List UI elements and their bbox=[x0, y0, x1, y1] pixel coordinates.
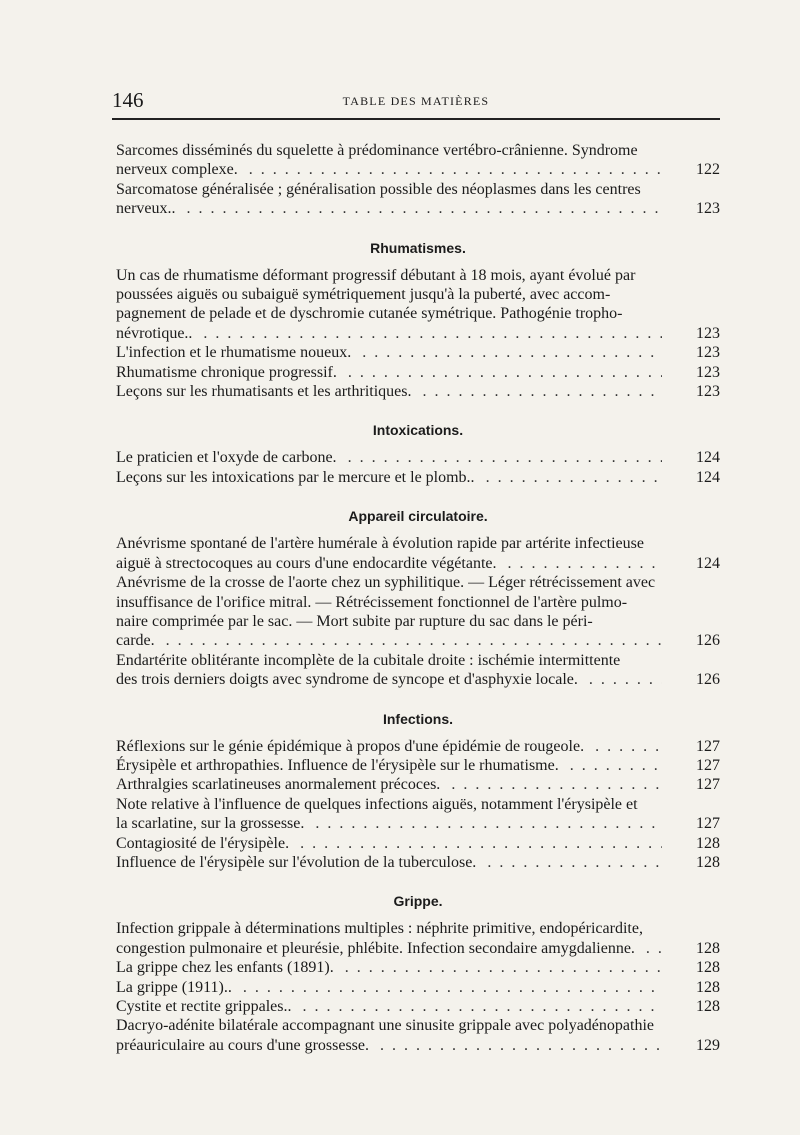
table-of-contents bbox=[116, 141, 720, 1055]
toc-entry-last-line bbox=[116, 199, 720, 218]
toc-entry-line: La grippe chez les enfants (1891). bbox=[116, 959, 334, 977]
page-reference: 127 bbox=[696, 776, 720, 794]
toc-entry bbox=[116, 468, 720, 487]
page-reference: 124 bbox=[696, 468, 720, 486]
dot-leader bbox=[444, 775, 662, 794]
toc-entry-line: des trois derniers doigts avec syndrome de syncope et d'asphyxie locale. bbox=[116, 671, 578, 689]
section-heading: Infections. bbox=[382, 710, 453, 727]
toc-entry bbox=[116, 651, 720, 690]
toc-entry-text bbox=[116, 343, 720, 362]
toc-entry-text bbox=[116, 448, 720, 467]
dot-leader bbox=[480, 853, 662, 872]
page-reference: 122 bbox=[696, 161, 720, 179]
page-reference: 128 bbox=[696, 834, 720, 852]
toc-entry bbox=[116, 141, 720, 180]
toc-entry bbox=[116, 448, 720, 467]
toc-entry-text bbox=[116, 795, 720, 834]
toc-entry bbox=[116, 853, 720, 872]
toc-entry-line: naire comprimée par le sac. — Mort subite par rupture du sac dans le péri- bbox=[116, 612, 593, 630]
toc-entry-text bbox=[116, 382, 720, 401]
dot-leader bbox=[338, 958, 662, 977]
toc-entry-last-line bbox=[116, 834, 720, 853]
dot-leader bbox=[293, 834, 662, 853]
toc-entry-line: Endartérite oblitérante incomplète de la cubitale droite : ischémie intermittente bbox=[116, 651, 621, 669]
dot-leader bbox=[196, 324, 662, 343]
toc-entry-last-line bbox=[116, 382, 720, 401]
toc-entry-last-line bbox=[116, 343, 720, 362]
dot-leader bbox=[563, 756, 662, 775]
toc-entry-line: nerveux complexe. bbox=[116, 161, 238, 179]
toc-entry-line: Infection grippale à déterminations multiples : néphrite primitive, endopéricardite, bbox=[116, 920, 643, 938]
toc-entry-text bbox=[116, 1016, 720, 1055]
toc-entry-last-line bbox=[116, 997, 720, 1016]
toc-entry bbox=[116, 795, 720, 834]
page-reference: 128 bbox=[696, 853, 720, 871]
dot-leader bbox=[373, 1036, 662, 1055]
page-reference: 127 bbox=[696, 756, 720, 774]
toc-entry-line: nerveux.. bbox=[116, 200, 176, 218]
toc-entry bbox=[116, 1016, 720, 1055]
toc-entry-last-line bbox=[116, 448, 720, 467]
toc-entry-line: Réflexions sur le génie épidémique à propos d'une épidémie de rougeole. bbox=[116, 737, 585, 755]
toc-entry-line: Anévrisme de la crosse de l'aorte chez un syphilitique. — Léger rétrécissement avec bbox=[116, 574, 656, 592]
toc-entry bbox=[116, 775, 720, 794]
page-reference: 124 bbox=[696, 449, 720, 467]
page-reference: 123 bbox=[696, 344, 720, 362]
toc-entry bbox=[116, 834, 720, 853]
toc-entry-line: Le praticien et l'oxyde de carbone. bbox=[116, 449, 337, 467]
toc-entry bbox=[116, 997, 720, 1016]
toc-entry-line: Dacryo-adénite bilatérale accompagnant une sinusite grippale avec polyadénopathie bbox=[116, 1017, 654, 1035]
toc-entry-line: Érysipèle et arthropathies. Influence de l'érysipèle sur le rhumatisme. bbox=[116, 756, 559, 774]
toc-entry-last-line bbox=[116, 814, 720, 833]
page-reference: 124 bbox=[696, 554, 720, 572]
toc-entry-text bbox=[116, 141, 720, 180]
dot-leader bbox=[341, 448, 662, 467]
dot-leader bbox=[582, 670, 662, 689]
toc-entry-line: carde. bbox=[116, 632, 155, 650]
page-reference: 127 bbox=[696, 815, 720, 833]
toc-entry-last-line bbox=[116, 939, 720, 958]
dot-leader bbox=[308, 814, 662, 833]
toc-entry-line: préauriculaire au cours d'une grossesse. bbox=[116, 1036, 370, 1054]
toc-entry-last-line bbox=[116, 978, 720, 997]
dot-leader bbox=[588, 737, 662, 756]
toc-entry-line: Sarcomatose généralisée ; généralisation possible des néoplasmes dans les centres bbox=[116, 180, 641, 198]
page-reference: 123 bbox=[696, 363, 720, 381]
dot-leader bbox=[501, 554, 663, 573]
toc-entry-text bbox=[116, 958, 720, 977]
toc-entry-text bbox=[116, 651, 720, 690]
toc-entry-line: pagnement de pelade et de dyschromie cutanée symétrique. Pathogénie tropho- bbox=[116, 305, 623, 323]
toc-entry-text bbox=[116, 180, 720, 219]
toc-entry-last-line bbox=[116, 853, 720, 872]
toc-entry bbox=[116, 573, 720, 651]
page-header bbox=[112, 88, 720, 114]
toc-entry-text bbox=[116, 573, 720, 651]
toc-entry-text bbox=[116, 834, 720, 853]
toc-entry bbox=[116, 382, 720, 401]
section-heading: Rhumatismes. bbox=[370, 239, 466, 256]
toc-entry bbox=[116, 534, 720, 573]
toc-entry-last-line bbox=[116, 670, 720, 689]
dot-leader bbox=[296, 997, 663, 1016]
toc-entry-text bbox=[116, 534, 720, 573]
toc-entry-line: Arthralgies scarlatineuses anormalement précoces. bbox=[116, 776, 441, 794]
page-reference: 127 bbox=[696, 737, 720, 755]
toc-entry-text bbox=[116, 919, 720, 958]
running-title: TABLE DES MATIÈRES bbox=[342, 94, 490, 108]
dot-leader bbox=[479, 468, 662, 487]
toc-entry-line: Influence de l'érysipèle sur l'évolution de la tuberculose. bbox=[116, 853, 477, 871]
toc-entry-last-line bbox=[116, 160, 720, 179]
toc-entry-text bbox=[116, 363, 720, 382]
toc-entry-text bbox=[116, 266, 720, 344]
toc-entry bbox=[116, 756, 720, 775]
dot-leader bbox=[355, 343, 662, 362]
page-reference: 123 bbox=[696, 200, 720, 218]
toc-entry-line: La grippe (1911).. bbox=[116, 978, 232, 996]
dot-leader bbox=[236, 978, 662, 997]
toc-entry-last-line bbox=[116, 1036, 720, 1055]
page-reference: 123 bbox=[696, 383, 720, 401]
toc-entry-text bbox=[116, 775, 720, 794]
toc-entry-line: Sarcomes disséminés du squelette à prédominance vertébro-crânienne. Syndrome bbox=[116, 142, 638, 159]
toc-entry-line: Contagiosité de l'érysipèle. bbox=[116, 834, 290, 852]
dot-leader bbox=[180, 199, 662, 218]
toc-entry-text bbox=[116, 756, 720, 775]
toc-entry-line: L'infection et le rhumatisme noueux. bbox=[116, 344, 352, 362]
section-heading: Grippe. bbox=[393, 893, 443, 910]
page-number: 146 bbox=[112, 88, 144, 112]
toc-entry-text bbox=[116, 468, 720, 487]
dot-leader bbox=[159, 631, 662, 650]
toc-entry bbox=[116, 919, 720, 958]
toc-entry-last-line bbox=[116, 756, 720, 775]
page-reference: 128 bbox=[696, 939, 720, 957]
page-reference: 123 bbox=[696, 324, 720, 342]
toc-entry-last-line bbox=[116, 775, 720, 794]
dot-leader bbox=[415, 382, 662, 401]
toc-entry-line: névrotique.. bbox=[116, 324, 193, 342]
toc-entry-line: Leçons sur les rhumatisants et les arthritiques. bbox=[116, 383, 412, 401]
page-reference: 128 bbox=[696, 978, 720, 996]
dot-leader bbox=[639, 939, 662, 958]
toc-entry-line: Un cas de rhumatisme déformant progressif débutant à 18 mois, ayant évolué par bbox=[116, 266, 636, 284]
section-heading: Intoxications. bbox=[372, 422, 464, 439]
page-reference: 126 bbox=[696, 632, 720, 650]
toc-entry-line: congestion pulmonaire et pleurésie, phlébite. Infection secondaire amygdalienne. bbox=[116, 939, 635, 957]
toc-entry-line: Rhumatisme chronique progressif. bbox=[116, 363, 337, 381]
toc-entry bbox=[116, 978, 720, 997]
toc-entry-text bbox=[116, 737, 720, 756]
toc-entry-line: Cystite et rectite grippales.. bbox=[116, 998, 292, 1015]
toc-entry-last-line bbox=[116, 363, 720, 382]
dot-leader bbox=[341, 363, 662, 382]
toc-entry-line: Anévrisme spontané de l'artère humérale à évolution rapide par artérite infectieuse bbox=[116, 535, 644, 553]
toc-entry-last-line bbox=[116, 631, 720, 650]
toc-entry bbox=[116, 363, 720, 382]
toc-entry-last-line bbox=[116, 958, 720, 977]
toc-entry bbox=[116, 180, 720, 219]
toc-entry-line: Note relative à l'influence de quelques infections aiguës, notamment l'érysipèle et bbox=[116, 795, 638, 813]
page-reference: 128 bbox=[696, 998, 720, 1015]
toc-entry bbox=[116, 266, 720, 344]
toc-entry-text bbox=[116, 997, 720, 1016]
toc-entry-line: poussées aiguës ou subaiguë symétriquement jusqu'à la puberté, avec accom- bbox=[116, 286, 611, 304]
toc-entry-last-line bbox=[116, 324, 720, 343]
page-reference: 126 bbox=[696, 671, 720, 689]
toc-entry-last-line bbox=[116, 554, 720, 573]
toc-entry-last-line bbox=[116, 737, 720, 756]
toc-entry bbox=[116, 737, 720, 756]
toc-entry-line: Leçons sur les intoxications par le mercure et le plomb.. bbox=[116, 468, 475, 486]
dot-leader bbox=[242, 160, 662, 179]
section-heading: Appareil circulatoire. bbox=[348, 508, 488, 525]
toc-entry bbox=[116, 343, 720, 362]
toc-entry-text bbox=[116, 978, 720, 997]
header-rule bbox=[112, 118, 720, 120]
toc-entry bbox=[116, 958, 720, 977]
toc-entry-line: aiguë à strectocoques au cours d'une endocardite végétante. bbox=[116, 554, 497, 572]
toc-entry-text bbox=[116, 853, 720, 872]
toc-entry-line: insuffisance de l'orifice mitral. — Rétrécissement fonctionnel de l'artère pulmo- bbox=[116, 593, 628, 611]
page-reference: 128 bbox=[696, 959, 720, 977]
toc-entry-line: la scarlatine, sur la grossesse. bbox=[116, 815, 305, 833]
toc-entry-last-line bbox=[116, 468, 720, 487]
page-reference: 129 bbox=[696, 1036, 720, 1054]
